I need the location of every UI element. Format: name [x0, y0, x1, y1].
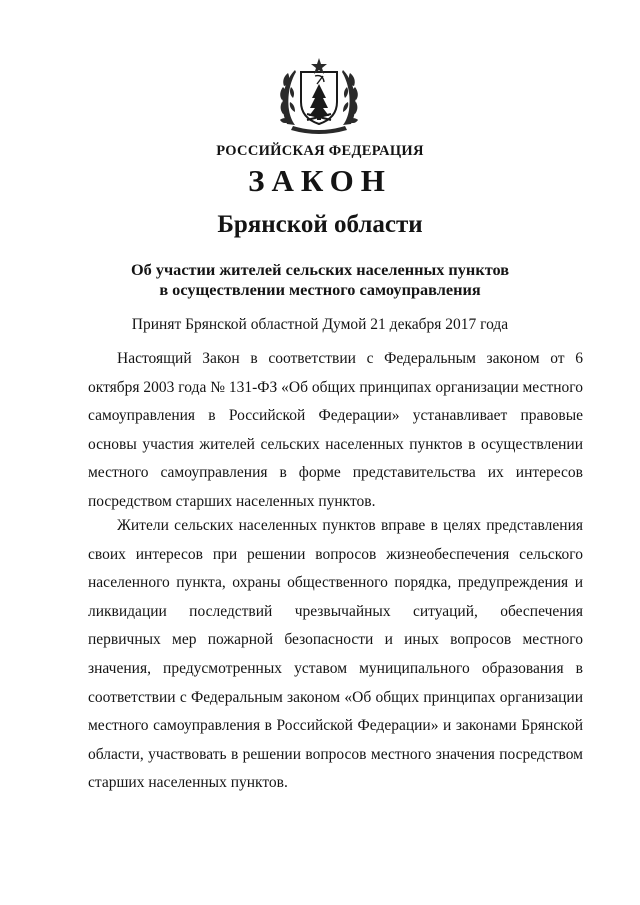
body-paragraph-2: Жители сельских населенных пунктов вправе в целях представления своих интересов при решении вопросов жизнеобеспечения сельского населенного пункта, охраны общественного порядка, предупреждения и ликвидации последствий чрезвычайных ситуаций, обеспечения первичных мер пожарной безопасности и иных вопросов местного значения, предусмотренных уставом муниципального образования в соответствии с Федеральным законом «Об общих принципах организации местного самоуправления в Российской Федерации» и законами Брянской области, участвовать в решении вопросов местного значения посредством старших населенных пунктов.	[88, 517, 583, 792]
body-paragraph-1: Настоящий Закон в соответствии с Федеральным законом от 6 октября 2003 года № 131-ФЗ «Об общих принципах организации местного самоуправления в Российской Федерации» устанавливает правовые основы участия жителей сельских населенных пунктов в осуществлении местного самоуправления в форме представительства их интересов посредством старших населенных пунктов.	[88, 350, 583, 510]
law-title-line-2: в осуществлении местного самоуправления	[159, 280, 481, 299]
law-title-line-1: Об участии жителей сельских населенных пунктов	[130, 260, 510, 279]
region-heading: Брянской области	[217, 211, 423, 238]
adoption-line: Принят Брянской областной Думой 21 декабря 2017 года	[131, 316, 509, 333]
country-heading: РОССИЙСКАЯ ФЕДЕРАЦИЯ	[216, 143, 424, 159]
law-title	[0, 260, 640, 300]
coat-of-arms-icon	[279, 54, 359, 138]
document-type-heading: ЗАКОН	[248, 163, 392, 198]
